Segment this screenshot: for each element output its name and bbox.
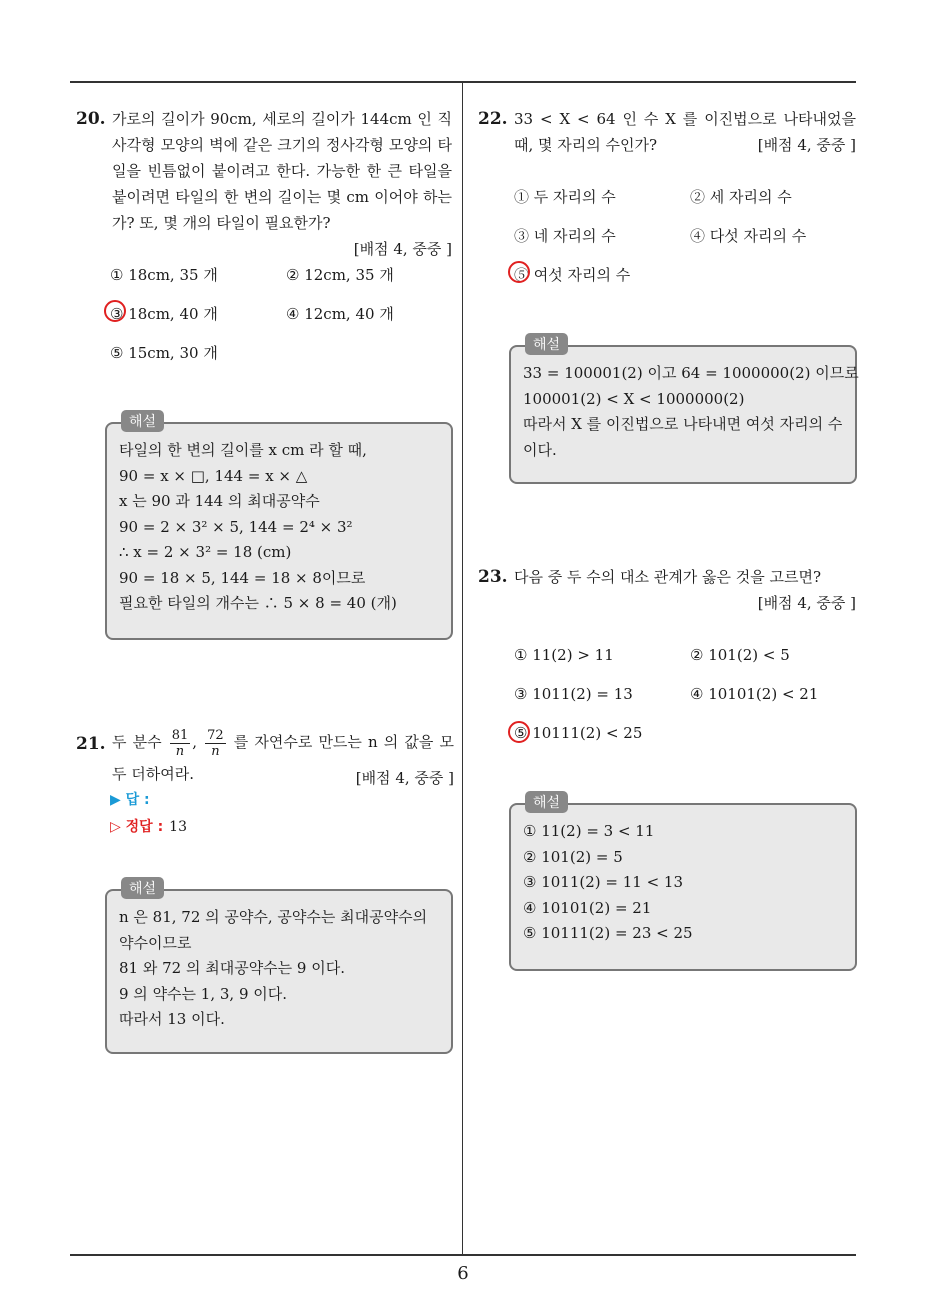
explanation-line: n 은 81, 72 의 공약수, 공약수는 최대공약수의: [119, 908, 428, 926]
explanation-line: 이다.: [523, 440, 557, 459]
explanation-line: ① 11(2) = 3 < 11: [523, 822, 655, 840]
page-number: 6: [457, 1263, 469, 1284]
choice-4[interactable]: ④ 다섯 자리의 수: [690, 227, 807, 245]
explanation-line: ④ 10101(2) = 21: [523, 898, 652, 917]
choice-3[interactable]: ③ 1011(2) = 13: [514, 685, 633, 703]
problem-number: 22.: [478, 109, 508, 129]
explanation-line: 90 = 2 × 3² × 5, 144 = 2⁴ × 3²: [119, 517, 353, 536]
explanation-box-21: [105, 881, 453, 1054]
choice-1[interactable]: ① 두 자리의 수: [514, 188, 616, 206]
problem-22: [478, 106, 856, 158]
choice-2[interactable]: ② 12cm, 35 개: [286, 266, 394, 284]
problem-23: [478, 564, 856, 616]
score-meta: [배점 4, 중중 ]: [757, 594, 856, 612]
explanation-line: x 는 90 과 144 의 최대공약수: [119, 492, 320, 510]
bottom-rule: [70, 1254, 856, 1256]
explanation-line: 따라서 X 를 이진법으로 나타내면 여섯 자리의 수: [523, 415, 843, 433]
explanation-line: 필요한 타일의 개수는 ∴ 5 × 8 = 40 (개): [119, 594, 397, 612]
correct-answer-line: ▷ 정답 : 13: [110, 819, 187, 835]
problem-number: 20.: [76, 109, 106, 129]
choice-4[interactable]: ④ 12cm, 40 개: [286, 305, 394, 323]
explanation-line: 약수이므로: [119, 933, 192, 952]
explanation-body: [119, 905, 441, 1033]
choice-4[interactable]: ④ 10101(2) < 21: [690, 685, 819, 703]
explanation-box-22: [509, 337, 859, 484]
choice-1[interactable]: ① 11(2) > 11: [514, 646, 614, 664]
problem-text: 33 < X < 64 인 수 X 를 이진법으로 나타내었을 때, 몇 자리의 수인가? [배점 4, 중중 ]: [514, 106, 856, 158]
explanation-body: [119, 438, 441, 617]
problem-number: 21.: [76, 734, 106, 754]
explanation-line: 90 = 18 × 5, 144 = 18 × 8이므로: [119, 568, 366, 587]
answer-circle-mark: [104, 300, 126, 322]
explanation-body: [523, 361, 859, 463]
choice-2[interactable]: ② 101(2) < 5: [690, 646, 790, 664]
choice-3[interactable]: ③ 18cm, 40 개: [110, 303, 218, 324]
score-meta: [배점 4, 중중 ]: [757, 136, 856, 154]
explanation-line: 90 = x × □, 144 = x × △: [119, 466, 308, 485]
score-meta: [배점 4, 중중 ]: [355, 768, 454, 787]
fraction-81-n: $\frac{81}{n}$: [171, 727, 189, 759]
explanation-line: 따라서 13 이다.: [119, 1010, 225, 1028]
choice-2[interactable]: ② 세 자리의 수: [690, 188, 792, 206]
top-rule: [70, 81, 856, 83]
problem-text: 두 분수 $\frac{81}{n}$ , $\frac{72}{n}$ 를 자연수로 만드는 n 의 값을 모두 더하여라. [배점 4, 중중 ]: [112, 727, 454, 793]
choice-3[interactable]: ③ 네 자리의 수: [514, 227, 616, 245]
explanation-line: ③ 1011(2) = 11 < 13: [523, 873, 684, 891]
explanation-box-23: [509, 795, 857, 971]
problem-21: [76, 727, 454, 793]
score-meta: [배점 4, 중중 ]: [353, 240, 452, 258]
explanation-line: 100001(2) < X < 1000000(2): [523, 389, 745, 408]
fraction-72-n: $\frac{72}{n}$: [207, 727, 224, 759]
explanation-line: 타일의 한 변의 길이를 x cm 라 할 때,: [119, 441, 367, 459]
explanation-line: 9 의 약수는 1, 3, 9 이다.: [119, 984, 288, 1003]
explanation-box-20: [105, 414, 453, 640]
explanation-line: ∴ x = 2 × 3² = 18 (cm): [119, 543, 292, 561]
explanation-tab: 해설: [525, 333, 568, 355]
explanation-tab: 해설: [525, 791, 568, 813]
problem-20: [76, 106, 452, 262]
answer-circle-mark: [508, 261, 530, 283]
explanation-tab: 해설: [121, 410, 164, 432]
problem-text: 다음 중 두 수의 대소 관계가 옳은 것을 고르면? [배점 4, 중중 ]: [514, 564, 856, 616]
explanation-line: ② 101(2) = 5: [523, 847, 623, 866]
explanation-body: [523, 819, 845, 947]
choice-1[interactable]: ① 18cm, 35 개: [110, 266, 218, 284]
problem-text: 가로의 길이가 90cm, 세로의 길이가 144cm 인 직사각형 모양의 벽에 같은 크기의 정사각형 모양의 타일을 빈틈없이 붙이려고 한다. 가능한 한 큰 타일을 붙이려면 타일의 한 변의 길이는 몇 cm 이어야 하는가? 또, 몇 개의 타일이 필요한가? [배점 4, 중중 ]: [112, 106, 452, 262]
explanation-line: 81 와 72 의 최대공약수는 9 이다.: [119, 959, 345, 977]
explanation-line: ⑤ 10111(2) = 23 < 25: [523, 924, 693, 942]
problem-number: 23.: [478, 567, 508, 587]
choice-5[interactable]: ⑤ 15cm, 30 개: [110, 344, 218, 362]
choice-5[interactable]: ⑤ 10111(2) < 25: [514, 724, 642, 742]
explanation-line: 33 = 100001(2) 이고 64 = 1000000(2) 이므로: [523, 364, 859, 382]
answer-circle-mark: [508, 721, 530, 743]
answer-line: ▶ 답 :: [110, 792, 150, 808]
column-divider: [462, 82, 463, 1255]
choice-5[interactable]: ⑤ 여섯 자리의 수: [514, 264, 630, 285]
explanation-tab: 해설: [121, 877, 164, 899]
